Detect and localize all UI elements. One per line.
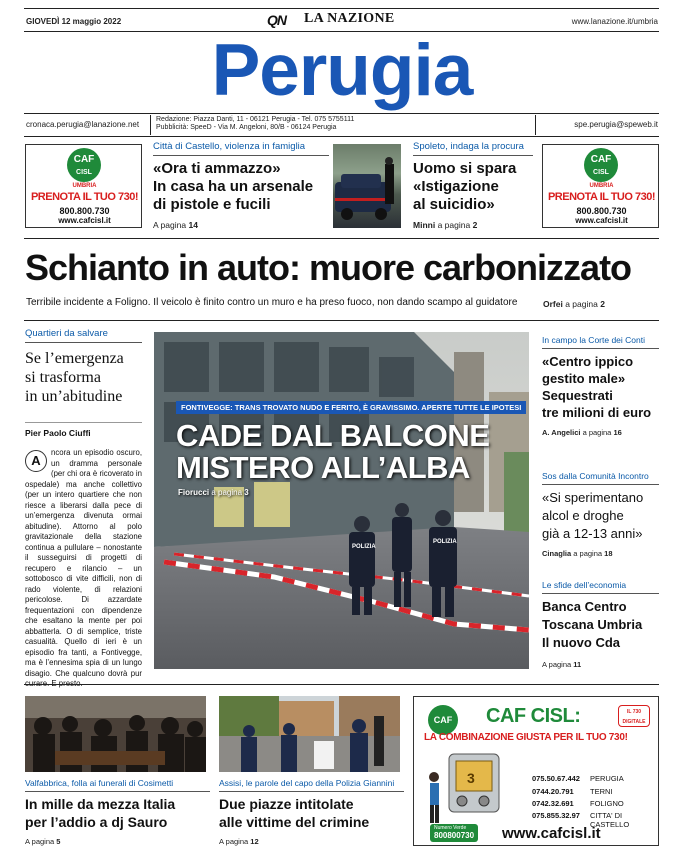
editorial-author: Pier Paolo Ciuffi (25, 422, 142, 438)
caf-logo-sub: CISL (593, 169, 609, 176)
edition-title: Perugia (211, 30, 473, 111)
caf-logo-sub: CISL (76, 169, 92, 176)
carabinieri-photo-art (333, 144, 401, 228)
site-url: www.lanazione.it/umbria (571, 17, 658, 26)
story-headline-2: alle vittime del crimine (219, 814, 370, 830)
author: Cinaglia (542, 549, 572, 558)
caf-cta: PRENOTA IL TUO 730! (547, 191, 656, 203)
story-castello[interactable] (153, 141, 329, 230)
email-right: spe.perugia@speweb.it (574, 120, 658, 129)
page-number: 2 (600, 299, 605, 309)
editorial-text: ncora un episodio oscuro, un dramma personale (per chi ora è ricoverato in ospedale) ma anche collettivo (per un intero quartiere che non riesce a liberarsi dalla pece di un’emergenza divenuta ormai abitudine). Attorno al polo gravitazionale della stazione continua a pullulare – nonostante il susseguirsi di progetti di recupero e rilancio – un sottobosco di vite difficili, non di rado violente, di relazioni pericolose. Di azzardate frequentazioni con dipendenze che esaltano la mente per poi abbatterla. O di semplice, triste casualità. Quello di ieri è un episodio fra tanti, a Fontivegge, ma è l’ennesima spia di un lungo disagio. Che qualcuno dovrà pur (25, 448, 142, 678)
story-headline-1: «Ora ti ammazzo» (153, 160, 281, 177)
page-number: 16 (613, 428, 622, 437)
story-kicker: Assisi, le parole del capo della Polizia Giannini (219, 777, 404, 792)
story-headline-1: Due piazze intitolate (219, 796, 354, 812)
caf-logo (428, 705, 458, 735)
page-label: A pagina (25, 837, 55, 846)
page-label: A pagina (219, 837, 249, 846)
numero-value: 800800730 (434, 831, 475, 840)
caf-region: UMBRIA (589, 183, 614, 189)
story-funerali[interactable] (25, 777, 210, 846)
office-city: CITTA' DI CASTELLO (590, 810, 630, 829)
page-ref (542, 428, 659, 437)
caf-cta: PRENOTA IL TUO 730! (30, 191, 139, 203)
story-assisi[interactable] (219, 777, 404, 846)
story-headline-4: tre milioni di euro (542, 405, 652, 420)
story-kicker: Spoleto, indaga la procura (413, 141, 533, 156)
funeral-photo (25, 696, 206, 772)
main-photo-headline-2: MISTERO ALL’ALBA (176, 450, 470, 485)
lead-page-ref (543, 299, 605, 309)
story-banca[interactable] (542, 579, 659, 669)
story-headline-2: alcol e droghe (542, 508, 624, 523)
caf-ad-title: CAF CISL: (486, 705, 581, 727)
page-ref (542, 549, 659, 558)
page-label: a pagina (582, 428, 612, 437)
story-kicker: Valfabbrica, folla ai funerali di Cosimetti (25, 777, 210, 792)
caf-offices (532, 773, 656, 829)
main-photo-art (154, 332, 529, 669)
editorial-headline-1: Se l’emergenza (25, 350, 124, 367)
redazione-line2: Pubblicità: SpeeD - Via M. Angeloni, 80/B - 06124 Perugia (156, 124, 337, 131)
caf-region: UMBRIA (72, 183, 97, 189)
police-vest-text-2: POLIZIA (433, 539, 457, 545)
qn-logo (267, 12, 286, 28)
office-phone: 075.50.67.442 (532, 774, 580, 783)
page-label: A pagina (542, 660, 572, 669)
funeral-photo-art (25, 696, 206, 772)
story-headline-3: Sequestrati (542, 388, 613, 403)
page-number: 5 (56, 837, 61, 846)
story-headline-3: Il nuovo Cda (542, 635, 620, 650)
editorial-kicker: Quartieri da salvare (25, 328, 142, 343)
main-photo[interactable] (154, 332, 529, 669)
qn-logo-text: QN (267, 12, 286, 28)
main-photo-kicker: FONTIVEGGE: TRANS TROVATO NUDO E FERITO, È GRAVISSIMO. APERTE TUTTE LE IPOTESI (176, 401, 526, 414)
caf-logo-brand: CAF (433, 715, 453, 725)
page-ref (25, 837, 210, 846)
caf-logo-brand: CAF (73, 154, 95, 165)
story-headline-1: «Si sperimentano (542, 490, 644, 505)
page-number: 12 (250, 837, 259, 846)
main-photo-headline-1: CADE DAL BALCONE (176, 418, 490, 453)
page-ref (219, 837, 404, 846)
police-vest-text-1: POLIZIA (352, 544, 376, 550)
page-label: A pagina (153, 220, 187, 230)
numero-label: Numero Verde (434, 825, 467, 831)
lead-summary: Terribile incidente a Foligno. Il veicolo è finito contro un muro e ha preso fuoco, non dando scampo al guidatore (26, 297, 518, 308)
story-headline-2: «Istigazione (413, 178, 499, 195)
caf-site: www.cafcisl.it (58, 216, 111, 225)
brand-name: LA NAZIONE (304, 11, 395, 26)
caf-office-row (532, 773, 656, 786)
story-headline-2: In casa ha un arsenale (153, 178, 314, 195)
story-kicker: Città di Castello, violenza in famiglia (153, 141, 329, 156)
office-city: FOLIGNO (590, 799, 624, 808)
office-phone: 075.855.32.97 (532, 810, 580, 820)
page-label: a pagina (211, 488, 243, 497)
caf-numero-verde (430, 824, 478, 842)
story-headline-1: Banca Centro (542, 599, 627, 614)
page-number: 18 (604, 549, 613, 558)
page-number: 3 (244, 488, 249, 497)
caf-ad-badge: IL 730 DIGITALE (618, 705, 650, 727)
author: A. Angelici (542, 428, 581, 437)
page-number: 2 (472, 220, 478, 230)
story-kicker: In campo la Corte dei Conti (542, 334, 659, 349)
office-city: PERUGIA (590, 774, 624, 783)
caf-logo (584, 148, 618, 182)
editorial-headline-3: in un’abitudine (25, 388, 123, 405)
caf-logo-brand: CAF (590, 154, 612, 165)
caf-office-row (532, 786, 656, 799)
page-label: a pagina (565, 299, 598, 309)
story-comunita-incontro[interactable] (542, 470, 659, 558)
page-ref (413, 220, 533, 230)
story-headline-1: Uomo si spara (413, 160, 517, 177)
editorial-body (25, 448, 142, 690)
caf-ad-left[interactable] (25, 144, 142, 228)
editorial-headline-2: si trasforma (25, 369, 101, 386)
caf-phone: 800.800.730 (59, 206, 110, 216)
main-photo-page-ref (178, 488, 249, 497)
story-headline-2: Toscana Umbria (542, 617, 643, 632)
safe-illustration (424, 749, 504, 829)
caf-logo (67, 148, 101, 182)
author: Orfei (543, 299, 563, 309)
office-phone: 0744.20.791 (532, 786, 574, 796)
caf-ad-site: www.cafcisl.it (502, 825, 601, 842)
author: Minni (413, 220, 436, 230)
editorial-dropcap: A (25, 450, 47, 472)
story-headline-3: di pistole e fucili (153, 196, 271, 213)
office-phone: 0742.32.691 (532, 799, 574, 808)
caf-office-row (532, 798, 656, 811)
story-spoleto[interactable] (413, 141, 533, 230)
caf-site: www.cafcisl.it (575, 216, 628, 225)
assisi-photo (219, 696, 400, 772)
story-kicker: Sos dalla Comunità Incontro (542, 470, 659, 485)
story-corte-conti[interactable] (542, 334, 659, 437)
editorial (25, 328, 142, 715)
page-number: 11 (573, 660, 582, 669)
page-ref (542, 660, 659, 669)
story-headline-1: «Centro ippico (542, 354, 634, 369)
assisi-photo-art (219, 696, 400, 772)
page-label: a pagina (573, 549, 603, 558)
safe-number: 3 (467, 770, 475, 786)
caf-ad-right[interactable] (542, 144, 659, 228)
story-headline-2: gestito male» (542, 371, 626, 386)
author: Fiorucci (178, 488, 210, 497)
caf-ad-large[interactable] (413, 696, 659, 846)
caf-ad-tagline: LA COMBINAZIONE GIUSTA PER IL TUO 730! (424, 732, 628, 743)
page-ref (153, 220, 329, 230)
office-city: TERNI (590, 786, 613, 796)
lead-headline[interactable]: Schianto in auto: muore carbonizzato (25, 247, 632, 288)
carabinieri-photo (333, 144, 401, 228)
story-headline-2: per l’addio a dj Sauro (25, 814, 168, 830)
story-kicker: Le sfide dell’economia (542, 579, 659, 594)
page-label: a pagina (437, 220, 471, 230)
story-headline-3: al suicidio» (413, 196, 495, 213)
page-number: 14 (188, 220, 198, 230)
issue-date: GIOVEDÌ 12 maggio 2022 (26, 17, 122, 26)
story-headline-1: In mille da mezza Italia (25, 796, 176, 812)
email-left: cronaca.perugia@lanazione.net (26, 120, 140, 129)
redazione-line1: Redazione: Piazza Danti, 11 - 06121 Perugia - Tel. 075 5755111 (156, 116, 355, 123)
story-headline-3: già a 12-13 anni» (542, 526, 643, 541)
caf-phone: 800.800.730 (576, 206, 627, 216)
